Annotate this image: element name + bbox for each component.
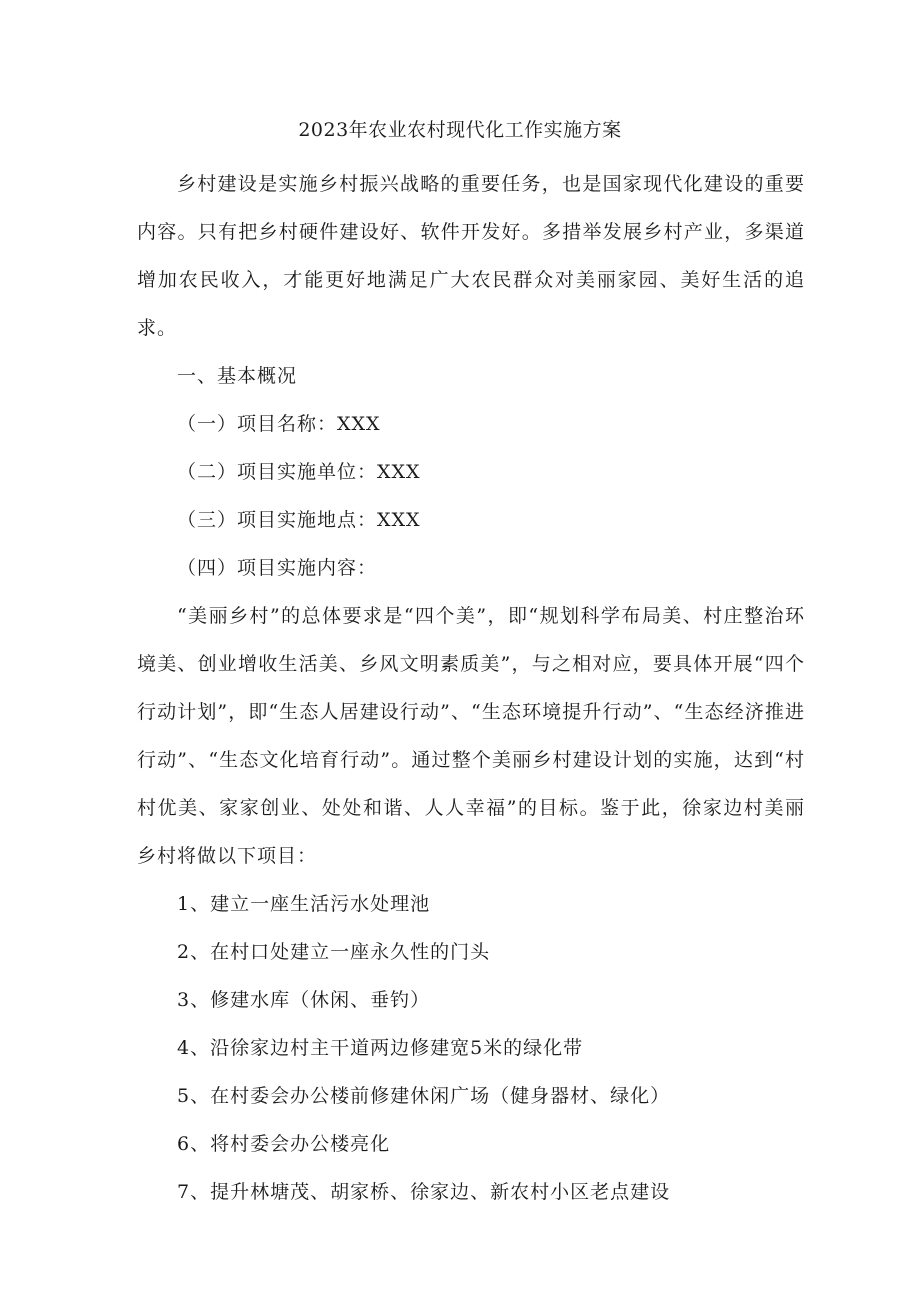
list-item: 3、修建水库（休闲、垂钓） — [177, 989, 431, 1011]
list-item: 1、建立一座生活污水处理池 — [177, 893, 431, 915]
overview-item-unit: （二）项目实施单位：XXX — [177, 461, 421, 483]
section-heading-overview: 一、基本概况 — [177, 365, 298, 387]
list-item: 4、沿徐家边村主干道两边修建宽5米的绿化带 — [177, 1037, 584, 1059]
document-title: 2023年农业农村现代化工作实施方案 — [298, 119, 622, 141]
overview-item-name: （一）项目名称：XXX — [177, 413, 381, 435]
list-item: 2、在村口处建立一座永久性的门头 — [177, 941, 491, 963]
overview-item-content: （四）项目实施内容： — [177, 557, 378, 579]
content-paragraph: “美丽乡村”的总体要求是“四个美”，即“规划科学布局美、村庄整治环境美、创业增收生活美、乡风文明素质美”，与之相对应，要具体开展“四个行动计划”，即“生态人居建设行动”、“生态环境提升行动”、“生态经济推进行动”、“生态文化培育行动”。通过整个美丽乡村建设计划的实施，达到“村村优美、家家创业、处处和谐、人人幸福”的目标。鉴于此，徐家边村美丽乡村将做以下项目： — [137, 605, 805, 867]
list-item: 6、将村委会办公楼亮化 — [177, 1133, 391, 1155]
intro-paragraph: 乡村建设是实施乡村振兴战略的重要任务，也是国家现代化建设的重要内容。只有把乡村硬件建设好、软件开发好。多措举发展乡村产业，多渠道增加农民收入，才能更好地满足广大农民群众对美丽家园、美好生活的追求。 — [137, 173, 805, 339]
project-list — [137, 880, 805, 1216]
document-body — [137, 160, 805, 1216]
list-item: 5、在村委会办公楼前修建休闲广场（健身器材、绿化） — [177, 1085, 671, 1107]
list-item: 7、提升林塘茂、胡家桥、徐家边、新农村小区老点建设 — [177, 1181, 671, 1203]
overview-item-location: （三）项目实施地点：XXX — [177, 509, 421, 531]
